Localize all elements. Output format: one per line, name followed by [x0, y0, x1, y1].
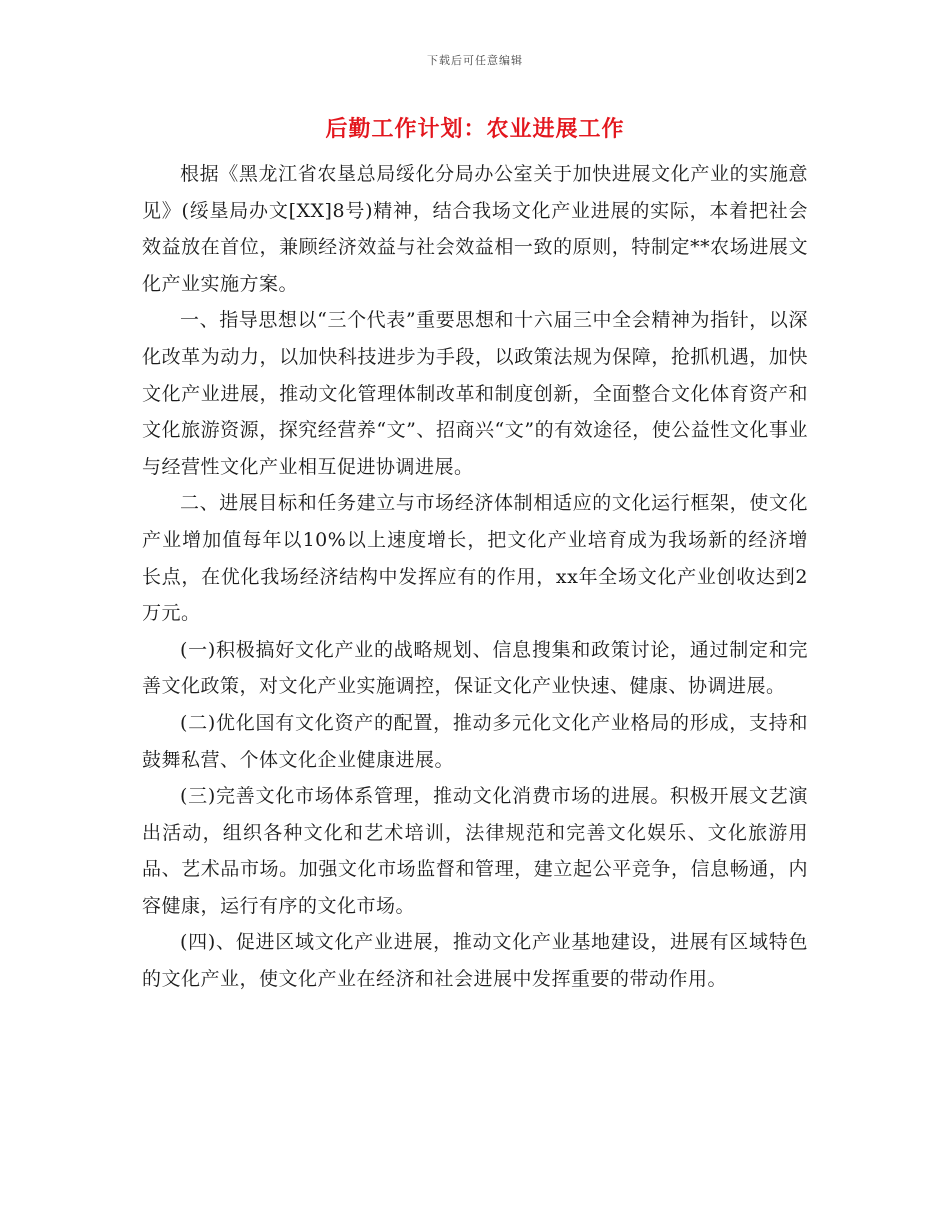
paragraph-item-2: (二)优化国有文化资产的配置，推动多元化文化产业格局的形成，支持和鼓舞私营、个体文化企业健康进展。	[142, 711, 808, 771]
paragraph-item-1: (一)积极搞好文化产业的战略规划、信息搜集和政策讨论，通过制定和完善文化政策，对文化产业实施调控，保证文化产业快速、健康、协调进展。	[142, 638, 808, 698]
header-note: 下载后可任意编辑	[427, 54, 523, 67]
paragraph-item-3: (三)完善文化市场体系管理，推动文化消费市场的进展。积极开展文艺演出活动，组织各种文化和艺术培训，法律规范和完善文化娱乐、文化旅游用品、艺术品市场。加强文化市场监督和管理，建立起公平竞争，信息畅通，内容健康，运行有序的文化市场。	[142, 785, 808, 917]
paragraph-guiding-ideology: 一、指导思想以“三个代表”重要思想和十六届三中全会精神为指针，以深化改革为动力，以加快科技进步为手段，以政策法规为保障，抢抓机遇，加快文化产业进展，推动文化管理体制改革和制度创新，全面整合文化体育资产和文化旅游资源，探究经营养“文”、招商兴“文”的有效途径，使公益性文化事业与经营性文化产业相互促进协调进展。	[142, 309, 808, 478]
paragraph-item-4: (四)、促进区域文化产业进展，推动文化产业基地建设，进展有区域特色的文化产业，使文化产业在经济和社会进展中发挥重要的带动作用。	[142, 931, 808, 991]
paragraph-goals-tasks: 二、进展目标和任务建立与市场经济体制相适应的文化运行框架，使文化产业增加值每年以10%以上速度增长，把文化产业培育成为我场新的经济增长点，在优化我场经济结构中发挥应有的作用，xx年全场文化产业创收达到2万元。	[142, 492, 808, 625]
paragraph-intro: 根据《黑龙江省农垦总局绥化分局办公室关于加快进展文化产业的实施意见》(绥垦局办文[XX]8号)精神，结合我场文化产业进展的实际，本着把社会效益放在首位，兼顾经济效益与社会效益相一致的原则，特制定**农场进展文化产业实施方案。	[142, 163, 808, 295]
document-body	[142, 156, 808, 998]
document-title: 后勤工作计划：农业进展工作	[325, 117, 625, 142]
